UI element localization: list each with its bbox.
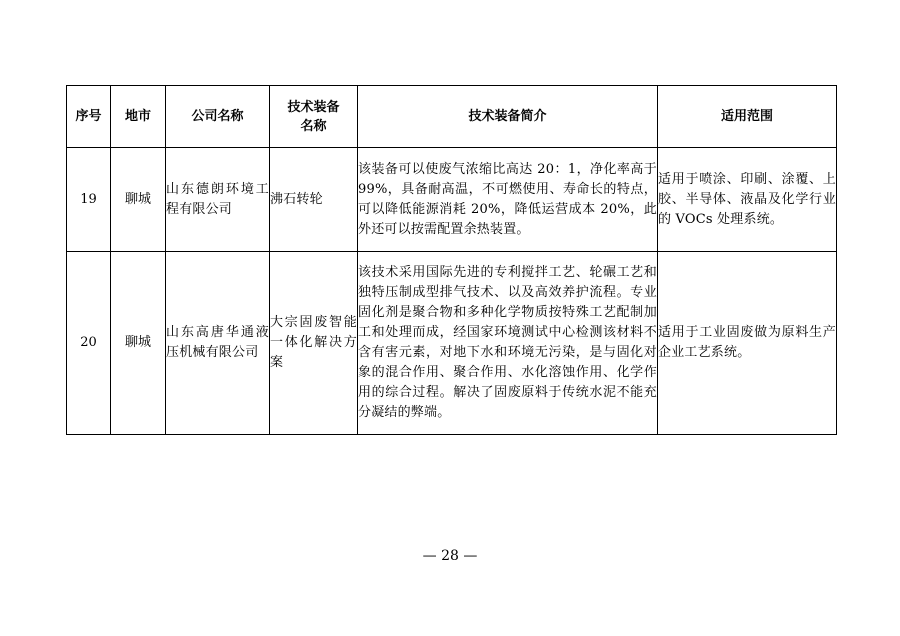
cell-scope: 适用于喷涂、印刷、涂覆、上胶、半导体、液晶及化学行业的 VOCs 处理系统。 <box>658 148 837 252</box>
cell-company: 山东高唐华通液压机械有限公司 <box>166 252 270 435</box>
cell-equipment: 沸石转轮 <box>270 148 358 252</box>
cell-company: 山东德朗环境工程有限公司 <box>166 148 270 252</box>
cell-city: 聊城 <box>111 148 166 252</box>
header-seq: 序号 <box>67 86 111 148</box>
header-description: 技术装备简介 <box>358 86 658 148</box>
header-equipment <box>270 86 358 148</box>
header-scope: 适用范围 <box>658 86 837 148</box>
cell-seq: 19 <box>67 148 111 252</box>
cell-equipment: 大宗固废智能一体化解决方案 <box>270 252 358 435</box>
equipment-table <box>66 85 837 435</box>
cell-seq: 20 <box>67 252 111 435</box>
cell-description: 该技术采用国际先进的专利搅拌工艺、轮碾工艺和独特压制成型排气技术、以及高效养护流程。专业固化剂是聚合物和多种化学物质按特殊工艺配制加工和处理而成，经国家环境测试中心检测该材料不含有害元素，对地下水和环境无污染，是与固化对象的混合作用、聚合作用、水化溶蚀作用、化学作用的综合过程。解决了固废原料于传统水泥不能充分凝结的弊端。 <box>358 252 658 435</box>
cell-description: 该装备可以使废气浓缩比高达 20：1，净化率高于 99%，具备耐高温，不可燃使用、寿命长的特点，可以降低能源消耗 20%，降低运营成本 20%，此外还可以按需配置余热装置。 <box>358 148 658 252</box>
cell-city: 聊城 <box>111 252 166 435</box>
header-equipment-line2: 名称 <box>300 118 327 134</box>
header-city: 地市 <box>111 86 166 148</box>
table-header-row <box>67 86 837 148</box>
cell-scope: 适用于工业固废做为原料生产企业工艺系统。 <box>658 252 837 435</box>
table-row <box>67 252 837 435</box>
header-equipment-line1: 技术装备 <box>287 99 340 115</box>
table-row <box>67 148 837 252</box>
header-company: 公司名称 <box>166 86 270 148</box>
page-number: — 28 — <box>422 548 478 564</box>
